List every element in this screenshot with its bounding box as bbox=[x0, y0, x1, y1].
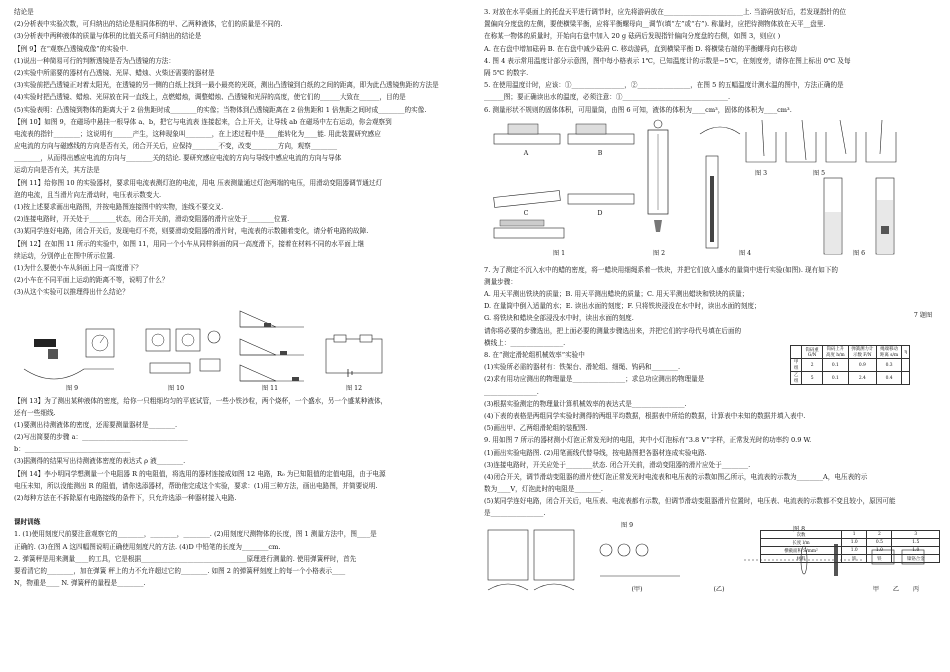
text-line: 【例 9】在“观察凸透镜成像”的实验中. bbox=[14, 44, 129, 53]
text-line: N，物重是____ N. 弹簧秤的量程是________. bbox=[14, 579, 146, 588]
text-line: (2)写出简要的步骤 a：________________________________ bbox=[14, 433, 188, 442]
text-line: 电流表的指针________；这说明有______产生，这种现象叫________，在上述过程中是____能转化为____能. 用此装置研究感应 bbox=[14, 129, 381, 138]
figure-row-1-6 bbox=[484, 116, 944, 264]
table-cell: 2.4 bbox=[848, 372, 876, 385]
text-line: 1. (1)使用刻度尺前要注意观察它的________，________，________. (2)用刻度尺测物体的长度，图 1 测量方法中，图____是 bbox=[14, 530, 377, 539]
text-line: 【例 14】李小明同学想测量一个电阻器 R 的电阻值，将选用的器材连接成如图 12 电路，R₀ 为已知阻值的定值电阻，由于电源 bbox=[14, 469, 386, 478]
text-line: 9. 用如图 7 所示的器材测小灯泡正常发光时的电阻，其中小灯泡标有“3.8 V”字样，正常发光时的功率约 0.9 W. bbox=[484, 436, 812, 445]
figure-4-thermometer bbox=[700, 127, 740, 248]
table-cell bbox=[902, 372, 910, 385]
table-header-cell bbox=[791, 346, 802, 359]
table-cell: 镍铬合金 bbox=[892, 555, 940, 563]
text-line: A. 用天平测出铁块的质量；B. 用天平测出蜡块的质量；C. 用天平测出蜡块和铁块的质量； bbox=[484, 290, 749, 299]
text-line: 7. 为了测定不沉入水中的蜡的密度，将一蜡块用细绳系着一铁块，并把它们放入盛水的量筒中进行实验(如图). 现有如下的 bbox=[484, 265, 839, 274]
text-line: ________________. bbox=[484, 387, 539, 396]
text-line: (3)据测得的结果写出待测液体密度的表达式 ρ 液________. bbox=[14, 457, 186, 466]
table-header-row bbox=[791, 346, 910, 359]
table-cell: 0.4 bbox=[876, 372, 901, 385]
wire-data-table bbox=[760, 530, 940, 563]
text-line: (3)连接电路时，开关应处于________状态. 闭合开关前，滑动变阻器的滑片应处于________. bbox=[484, 460, 751, 469]
text-line: (3)分析表中两种液体的质量与体积的比值关系可归纳出的结论是 bbox=[14, 32, 202, 41]
text-line: 5. 在使用温度计时，应该：①________________，②________________，在图 5 的五幅温度计测水温的图中，方法正确的是 bbox=[484, 81, 844, 90]
fig1-label-b: B bbox=[597, 149, 603, 157]
left-column bbox=[14, 6, 474, 589]
text-line: ______图；要正确读出水的温度，必须注意：①________________________________. bbox=[484, 93, 731, 102]
fig12-caption: 图 12 bbox=[345, 384, 363, 392]
text-line: 还有一些细线. bbox=[14, 408, 56, 417]
fig10-caption: 图 10 bbox=[167, 384, 185, 392]
table-cell: 1.0 bbox=[867, 547, 892, 555]
fig1-label-d: D bbox=[597, 209, 603, 217]
text-line: b：________________________________ bbox=[14, 445, 131, 454]
text-line: (2)每种方法在不拆除原有电路接线的条件下，只允许选添一种器材接入电路. bbox=[14, 494, 237, 502]
text-line: 8. 在“测定滑轮组机械效率”实验中 bbox=[484, 351, 585, 359]
fig8-label-bing: 丙 bbox=[912, 585, 920, 593]
fig3-caption: 图 3 bbox=[754, 169, 768, 177]
text-line: (1)为什么要使小车从斜面上同一高度滑下？ bbox=[14, 263, 143, 272]
table-cell: 乙组 bbox=[791, 372, 802, 385]
table-cell: 0.9 bbox=[848, 359, 876, 372]
table-cell: 0.1 bbox=[822, 359, 848, 372]
text-line: (4)实验时把凸透镜、蜡烛、光屏放在同一直线上，点燃蜡烛，调整蜡烛、凸透镜和光屏的高度，使它们的______大致在______，目的是 bbox=[14, 93, 406, 102]
fig8-label-jia: 甲 bbox=[872, 585, 880, 593]
text-line: (2)小车在不同平面上运动的距离不等，说明了什么？ bbox=[14, 276, 169, 285]
fig9-bottom-caption: 图 9 bbox=[620, 521, 634, 529]
text-line: 3. 对放在水平桌面上的托盘天平进行调节时，应先将游码放在________________________上. 当游码放好后，若发现指针的位 bbox=[484, 8, 847, 16]
text-line: (1)按上述要求画出电路图，并按电路图连接图中的实物，连线不要交叉. bbox=[14, 203, 224, 211]
text-line: 【例 10】如图 9，在磁场中悬挂一根导体 a、b，把它与电流表 连接起来，合上开关，让导线 ab 在磁场中左右运动，你会观察到 bbox=[14, 117, 392, 126]
fig-yi-caption: (乙) bbox=[713, 585, 725, 593]
text-line: 是________________. bbox=[484, 509, 546, 518]
text-line: (2)实验中所需要的器材有凸透镜、光屏、蜡烛、火柴还需要的器材是 bbox=[14, 68, 215, 77]
table-cell bbox=[902, 359, 910, 372]
fig-jia-caption: (甲) bbox=[631, 585, 643, 593]
text-line: (1)画出实验电路图. (2)用笔画线代替导线，按电路图把各器材连成实验电路. bbox=[484, 448, 707, 457]
figure-12-circuit bbox=[326, 335, 382, 377]
table-header-cell: 3 bbox=[892, 531, 940, 539]
table-header-cell: 次数 bbox=[761, 531, 842, 539]
figure-9-12-drawings bbox=[14, 299, 474, 395]
table-header-cell: 1 bbox=[842, 531, 867, 539]
text-line: 隔 5℃ 的数字. bbox=[484, 68, 529, 77]
text-line: 结论是 bbox=[14, 8, 34, 16]
text-line: (5)某同学连好电路，闭合开关后，电压表、电流表都有示数，但调节滑动变阻器滑片位置时，电压表、电流表的示数都不变且较小，原因可能 bbox=[484, 497, 896, 506]
text-line: 续运动，分别停止在图中所示位置. bbox=[14, 251, 116, 260]
table-cell: 横截面积 S/mm² bbox=[761, 547, 842, 555]
table-header-cell: η bbox=[902, 346, 910, 359]
text-line: (1)实验所必需的器材有：铁架台、滑轮组、细绳、钩码和________. bbox=[484, 363, 681, 372]
text-line: 【例 11】给你图 10 的实验器材，要求用电流表测灯泡的电流，用电 压表测量通过灯泡两端的电压，用滑动变阻器调节通过灯 bbox=[14, 178, 383, 187]
text-line: (2)求有用功应测出的物理量是________________；求总功应测出的物理量是 bbox=[484, 375, 705, 384]
table-cell: 1.0 bbox=[892, 547, 940, 555]
text-line: 要看清它的________，加在弹簧 秤上的力不允许超过它的________. 如图 2 的弹簧秤刻度上的每一个小格表示____ bbox=[14, 566, 346, 575]
table-header-cell: 钩码重 G/N bbox=[802, 346, 822, 359]
fig9-caption: 图 9 bbox=[65, 384, 79, 392]
text-line: 泡的电流，且当滑片向左滑动时，电压表示数变大. bbox=[14, 190, 162, 199]
fig8-label-yi: 乙 bbox=[892, 585, 900, 593]
text-line: (2)分析表中实验次数，可归纳出的结论是相同体积的甲、乙两种液体，它们的质量是不同的. bbox=[14, 20, 283, 29]
right-text-block-c bbox=[484, 434, 944, 519]
figure-6-graduated-cylinders bbox=[824, 178, 894, 254]
text-line: A. 在右盘中增加砝码 B. 在右盘中减少砝码 C. 移动游码，直到横梁平衡 D. 将横梁右端的平衡螺母向右移动 bbox=[484, 44, 797, 53]
text-line: G. 将铁块和蜡块全部浸没水中时，读出水面的刻度. bbox=[484, 314, 634, 323]
table-header-row bbox=[761, 531, 940, 539]
left-text-block-b bbox=[14, 395, 474, 505]
table-cell: 铁 bbox=[842, 555, 867, 563]
table-row bbox=[761, 555, 940, 563]
table-cell: 0.3 bbox=[876, 359, 901, 372]
figure-11-ramps bbox=[240, 311, 304, 381]
text-line: 2. 弹簧秤是用来测量____的工具，它是根据________________________________原理进行测量的. 使用弹簧秤时，首先 bbox=[14, 554, 357, 563]
section-title-practice: 课时训练 bbox=[14, 518, 41, 527]
text-line: (4)闭合开关，调节滑动变阻器的滑片使灯泡正常发光时电流表和电压表的示数如图乙所示，电流表的示数为________A，电压表的示 bbox=[484, 472, 868, 481]
fig11-caption: 图 11 bbox=[261, 384, 279, 392]
text-line: (1)说出一种简易可行的判断透镜是否为凸透镜的方法： bbox=[14, 56, 175, 65]
figure-7-meters bbox=[488, 530, 574, 590]
table-cell: 长度 l/m bbox=[761, 539, 842, 547]
table-header-cell: 绳端移动距离 s/m bbox=[876, 346, 901, 359]
fig1-caption: 图 1 bbox=[552, 249, 566, 257]
figure-5-beakers bbox=[746, 120, 896, 162]
left-text-block-c bbox=[14, 528, 474, 589]
text-line: 电压未知，所以没能测出 R 的阻值，请你选添器材，帮助他完成这个实验，要求：(1)用三种方法，画出电路图，并简要说明. bbox=[14, 481, 378, 490]
table-cell: 5 bbox=[802, 372, 822, 385]
table-cell: 0.1 bbox=[822, 372, 848, 385]
table-cell: 0.5 bbox=[867, 539, 892, 547]
table-cell: 2 bbox=[802, 359, 822, 372]
fig2-caption: 图 2 bbox=[652, 249, 666, 257]
table-cell: 甲组 bbox=[791, 359, 802, 372]
text-line: (1)要测出待测液体的密度，还需要测量器材是________. bbox=[14, 420, 178, 429]
text-line: (3)实验前把凸透镜正对着太阳光，在透镜的另一侧的白纸上找到一最小最亮的光斑，测出凸透镜到白纸的之间的距离，即为此凸透镜焦距的方法是 bbox=[14, 81, 439, 90]
text-line: 数为____V，灯泡此时的电阻是________. bbox=[484, 485, 603, 494]
text-line: 【例 13】为了测出某种液体的密度，给你一只粗细均匀的平底试管，一些小铁沙粒，两个烧杯，一个盛水，另一个盛某种液体， bbox=[14, 396, 388, 405]
text-line: 在称某一物体的质量时，开始向右盘中加入 20 g 砝码后发现指针偏向分度盘的右侧，如图 3，则应( ) bbox=[484, 32, 781, 41]
figure-1-6-drawings bbox=[484, 116, 944, 264]
text-line: (4)下表的表格是两组同学实验时测得的两组平均数据，根据表中所给的数据，计算表中未知的数据并填入表中. bbox=[484, 411, 806, 420]
text-line: (3)从这个实验可以推理得出什么结论？ bbox=[14, 288, 129, 297]
table-row bbox=[761, 547, 940, 555]
figure-1-rulers bbox=[494, 124, 634, 238]
text-line: 应电流的方向与磁感线的方向是否有关，闭合开关后，应保持________不变，改变________方向，观察________ bbox=[14, 142, 338, 151]
text-line: 4. 图 4 表示常用温度计部分示意图，图中每小格表示 1℃，已知温度计的示数是−5℃，在刻度旁，请你在图上标出 0℃ 及每 bbox=[484, 56, 851, 65]
table-row bbox=[761, 539, 940, 547]
figure-2-spring-scale bbox=[648, 120, 668, 232]
right-column bbox=[484, 6, 944, 604]
table-header-cell: 钩码上升高度 h/m bbox=[822, 346, 848, 359]
text-line: ________，从而得出感应电流的方向与________关的结论. 要研究感应电流的方向与导线中感应电流的方向与导体 bbox=[14, 154, 342, 163]
text-line: (3)某同学连好电路，闭合开关后，发现电灯不亮，则要滑动变阻器的滑片时，电流表的示数随着变化，请分析电路的故障. bbox=[14, 227, 369, 236]
text-line: 请你将必要的步骤选出，把上面必要的测量步骤选出来，并把它们的字母代号填在后面的 bbox=[484, 326, 742, 335]
text-line: (2)连接电路时，开关处于________状态，闭合开关前，滑动变阻器的滑片应处于________位置. bbox=[14, 215, 290, 224]
text-line: 运动方向是否有关，其方法是 bbox=[14, 166, 100, 175]
text-line: (3)根据实验测定的物理量计算机械效率的表达式是________________. bbox=[484, 399, 687, 408]
text-line: 横线上：________________. bbox=[484, 338, 566, 347]
pulley-data-table bbox=[790, 345, 910, 385]
text-line: D. 在量筒中倒入适量的水；E. 读出水面的刻度；F. 只将铁块浸没在水中时，读出水面的刻度； bbox=[484, 302, 761, 311]
table-header-cell: 弹簧测力计示数 F/N bbox=[848, 346, 876, 359]
fig4-caption: 图 4 bbox=[738, 249, 752, 257]
right-text-block-a bbox=[484, 6, 944, 116]
question7-figure-label: 7 题图 bbox=[913, 312, 933, 319]
text-line: 置偏向分度盘的左侧，要使横梁平衡，应将平衡螺母向__调节(填“左”或“右”). 称量时，应把待测物体放在天平__盘里. bbox=[484, 20, 826, 29]
table-cell: 1.0 bbox=[842, 539, 867, 547]
table-cell: 1.0 bbox=[842, 547, 867, 555]
left-text-block-a bbox=[14, 6, 474, 299]
table-row bbox=[791, 359, 910, 372]
table-header-cell: 2 bbox=[867, 531, 892, 539]
figure-9-dials bbox=[600, 544, 680, 576]
table-cell: 铁 bbox=[867, 555, 892, 563]
fig8-caption: 图 8 bbox=[792, 525, 806, 533]
figure-10-circuit-parts bbox=[146, 329, 220, 373]
figure-9-magnet-apparatus bbox=[24, 329, 114, 379]
text-line: (5)画出甲、乙两组滑轮组的装配图. bbox=[484, 424, 588, 433]
table-cell: 材料 bbox=[761, 555, 842, 563]
text-line: 正确的. (3)在图 A 这四幅图说明正确使用刻度尺的方法. (4)D 中铅笔的长度为________cm. bbox=[14, 542, 281, 551]
fig1-label-a: A bbox=[523, 149, 529, 157]
text-line: (5)实验表明：凸透镜到物体的距离大于 2 倍焦距时成________的实像；当物体到凸透镜距离在 2 倍焦距和 1 倍焦距之间时成________的实像. bbox=[14, 105, 427, 114]
fig5-caption: 图 5 bbox=[812, 169, 826, 177]
table-cell: 1.5 bbox=[892, 539, 940, 547]
fig1-label-c: C bbox=[523, 209, 529, 217]
text-line: 6. 测量形状不规则的固体体积，可用量筒，由图 6 可知，液体的体积为____cm³，固体的体积为____cm³. bbox=[484, 105, 792, 114]
fig6-caption: 图 6 bbox=[852, 249, 866, 257]
table-row bbox=[791, 372, 910, 385]
text-line: 测量步骤： bbox=[484, 277, 517, 286]
text-line: 【例 12】在如图 11 所示的实验中，如图 11，用同一个小车从同样斜面的同一高度滑下，接着在材料不同的水平面上继 bbox=[14, 239, 365, 248]
figure-row-9-12 bbox=[14, 299, 474, 395]
